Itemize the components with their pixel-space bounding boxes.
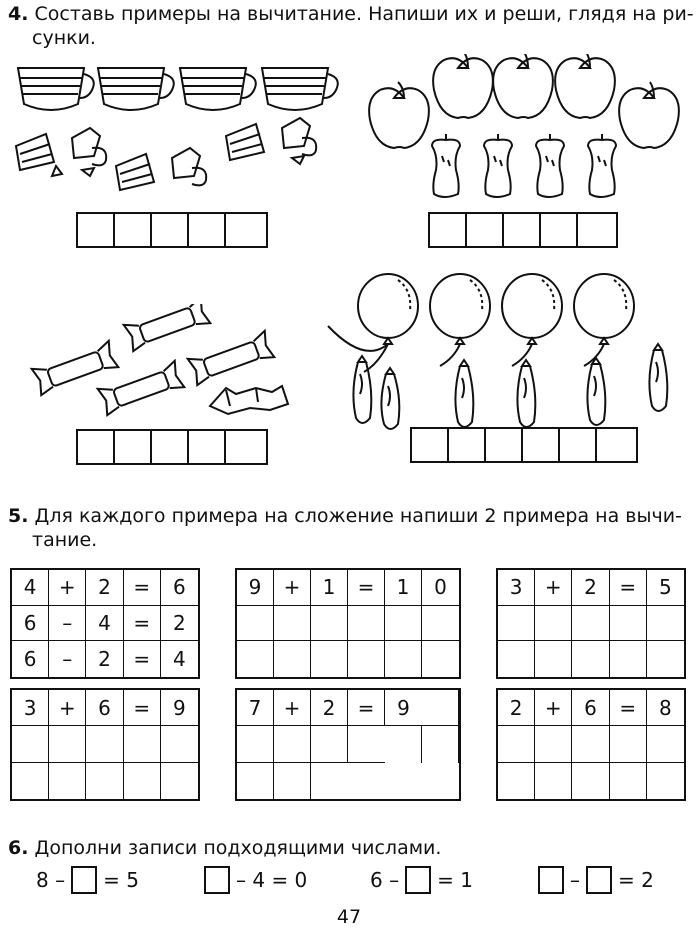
grid-cell[interactable] [385, 726, 422, 762]
grid-cell[interactable] [348, 606, 385, 642]
grid-cell[interactable] [274, 763, 311, 799]
task-4-text-line1: Составь примеры на вычитание. Напиши их и реши, глядя на ри- [34, 3, 694, 25]
grid-cell[interactable] [610, 606, 647, 642]
answer-cell[interactable] [115, 214, 152, 246]
cups-answer-row[interactable] [76, 212, 268, 248]
grid-cell[interactable] [274, 726, 311, 762]
grid-cell[interactable] [237, 641, 274, 677]
grid-cell[interactable] [647, 641, 684, 677]
grid-cell[interactable]: 6 [572, 690, 609, 726]
grid-cell[interactable]: 9 [385, 690, 422, 726]
grid-cell[interactable]: 6 [161, 570, 198, 606]
grid-cell[interactable] [610, 641, 647, 677]
answer-box[interactable] [538, 866, 564, 894]
grid-cell[interactable] [498, 641, 535, 677]
grid-cell[interactable]: 6 [86, 690, 123, 726]
answer-cell[interactable] [467, 214, 504, 246]
equation-grid-2[interactable] [235, 568, 461, 679]
candies-picture [26, 304, 326, 424]
equation-grid-5[interactable] [235, 688, 461, 801]
candy-icon [188, 331, 275, 385]
grid-cell[interactable]: = [610, 690, 647, 726]
equation-3 [370, 866, 473, 894]
grid-cell[interactable] [124, 763, 161, 799]
grid-cell[interactable] [498, 763, 535, 799]
grid-cell[interactable] [86, 726, 123, 762]
apple-core-icon [484, 134, 512, 197]
grid-cell[interactable]: + [49, 690, 86, 726]
grid-cell[interactable]: = [124, 690, 161, 726]
grid-cell[interactable] [274, 641, 311, 677]
cups-picture [12, 62, 342, 202]
grid-cell[interactable] [422, 690, 459, 726]
balloon-icon [430, 274, 490, 366]
apples-answer-row[interactable] [428, 212, 618, 248]
grid-cell[interactable]: 9 [161, 690, 198, 726]
task-5-title [8, 504, 694, 552]
balloons-answer-row[interactable] [410, 427, 638, 463]
grid-cell[interactable] [422, 726, 459, 762]
grid-cell[interactable] [535, 606, 572, 642]
grid-cell[interactable]: 2 [311, 690, 348, 726]
grid-cell[interactable] [572, 763, 609, 799]
cup-icon [180, 68, 256, 110]
grid-cell[interactable]: + [535, 690, 572, 726]
broken-cup-icon [116, 148, 206, 190]
grid-cell[interactable]: 5 [647, 570, 684, 606]
balloon-icon [574, 274, 634, 366]
equation-text: = 5 [103, 868, 139, 892]
grid-cell[interactable]: 1 [385, 570, 422, 606]
task-6-number: 6. [8, 837, 29, 859]
grid-cell[interactable]: 2 [498, 690, 535, 726]
equation-text: 8 – [36, 868, 66, 892]
answer-cell[interactable] [430, 214, 467, 246]
grid-cell[interactable]: = [124, 570, 161, 606]
grid-cell[interactable]: 4 [173, 647, 186, 672]
answer-cell[interactable] [189, 214, 226, 246]
answer-cell[interactable] [486, 429, 523, 461]
grid-cell[interactable] [49, 726, 86, 762]
answer-cell[interactable] [152, 431, 189, 463]
task-6-title [8, 836, 694, 860]
broken-cup-icon [16, 128, 106, 176]
deflated-balloon-icon [517, 360, 535, 427]
deflated-balloon-icon [381, 368, 399, 429]
grid-cell[interactable]: + [49, 570, 86, 606]
grid-cell[interactable] [237, 606, 274, 642]
answer-box[interactable] [586, 866, 612, 894]
candy-icon [124, 304, 211, 351]
broken-cup-icon [226, 118, 316, 164]
grid-cell[interactable]: 3 [12, 690, 49, 726]
deflated-balloon-icon [587, 358, 605, 425]
answer-cell[interactable] [412, 429, 449, 461]
deflated-balloon-icon [455, 360, 473, 427]
grid-cell[interactable]: = [124, 606, 161, 642]
grid-cell[interactable]: 2 [161, 606, 198, 642]
equation-grid-1[interactable] [10, 568, 200, 679]
grid-cell[interactable] [86, 763, 123, 799]
equation-text: 6 – [370, 868, 400, 892]
answer-box[interactable] [204, 866, 230, 894]
equation-grid-4[interactable] [10, 688, 200, 801]
grid-cell[interactable] [572, 726, 609, 762]
answer-cell[interactable] [560, 429, 597, 461]
answer-cell[interactable] [78, 431, 115, 463]
grid-cell[interactable] [535, 641, 572, 677]
grid-cell[interactable] [422, 641, 459, 677]
grid-cell[interactable] [237, 726, 274, 762]
grid-cell[interactable] [12, 763, 49, 799]
task-5-text-line1: Для каждого примера на сложение напиши 2 примера на вычи- [34, 505, 682, 527]
grid-cell[interactable]: 4 [12, 570, 49, 606]
grid-cell[interactable] [647, 726, 684, 762]
grid-cell[interactable] [49, 763, 86, 799]
grid-cell[interactable] [572, 641, 609, 677]
grid-cell[interactable] [647, 763, 684, 799]
grid-cell[interactable]: = [124, 641, 161, 677]
grid-cell[interactable] [348, 726, 385, 762]
grid-cell[interactable]: 6 [12, 641, 49, 677]
task-4-text-line2: сунки. [32, 27, 96, 49]
apple-icon [555, 54, 615, 118]
grid-cell[interactable] [422, 606, 459, 642]
grid-cell[interactable] [348, 641, 385, 677]
apple-icon [369, 82, 429, 148]
cup-icon [18, 68, 94, 110]
grid-cell[interactable]: 8 [647, 690, 684, 726]
grid-cell[interactable] [124, 726, 161, 762]
grid-cell[interactable]: 6 [12, 606, 49, 642]
grid-cell[interactable]: 2 [572, 570, 609, 606]
answer-cell[interactable] [226, 431, 263, 463]
balloon-icon [328, 274, 418, 372]
grid-cell[interactable]: 7 [237, 690, 274, 726]
grid-cell[interactable]: = [348, 570, 385, 606]
equation-grid-3[interactable] [496, 568, 686, 679]
answer-box[interactable] [71, 866, 97, 894]
equation-text: = 2 [618, 868, 654, 892]
grid-cell[interactable] [274, 606, 311, 642]
grid-cell[interactable]: 1 [311, 570, 348, 606]
apple-core-icon [432, 134, 460, 197]
apple-icon [433, 54, 493, 118]
answer-cell[interactable] [189, 431, 226, 463]
grid-cell[interactable]: = [348, 690, 385, 726]
grid-cell[interactable]: 0 [422, 570, 459, 606]
candy-icon [32, 341, 119, 395]
cup-icon [98, 68, 174, 110]
grid-cell[interactable]: – [49, 606, 86, 642]
grid-cell[interactable]: + [535, 570, 572, 606]
answer-cell[interactable] [152, 214, 189, 246]
answer-box[interactable] [405, 866, 431, 894]
equation-grid-6[interactable] [496, 688, 686, 801]
balloons-picture [326, 270, 686, 440]
equation-1 [36, 866, 139, 894]
task-5-number: 5. [8, 505, 29, 527]
task-5-text-line2: тание. [32, 529, 98, 551]
equation-text: – [570, 868, 580, 892]
candies-answer-row[interactable] [76, 429, 268, 465]
candy-icon [98, 361, 185, 415]
grid-cell[interactable] [572, 606, 609, 642]
grid-cell[interactable] [311, 641, 348, 677]
grid-cell[interactable]: + [274, 690, 311, 726]
grid-cell[interactable]: 4 [86, 606, 123, 642]
apple-core-icon [536, 134, 564, 197]
grid-cell[interactable] [237, 763, 274, 799]
grid-cell[interactable] [161, 763, 198, 799]
answer-cell[interactable] [115, 431, 152, 463]
cup-icon [262, 68, 338, 110]
page-number: 47 [336, 906, 362, 928]
grid-cell[interactable] [647, 606, 684, 642]
apple-icon [493, 54, 553, 118]
grid-cell[interactable] [311, 763, 348, 799]
answer-cell[interactable] [541, 214, 578, 246]
grid-cell[interactable] [385, 641, 422, 677]
grid-cell[interactable] [498, 606, 535, 642]
candy-wrapper-icon [210, 386, 288, 414]
task-6-text: Дополни записи подходящими числами. [34, 837, 442, 859]
answer-cell[interactable] [226, 214, 263, 246]
grid-cell[interactable] [311, 726, 348, 762]
grid-cell[interactable] [12, 726, 49, 762]
grid-cell[interactable]: = [610, 570, 647, 606]
grid-cell[interactable]: 9 [237, 570, 274, 606]
grid-cell[interactable] [610, 726, 647, 762]
answer-cell[interactable] [597, 429, 634, 461]
grid-cell[interactable]: 2 [86, 641, 123, 677]
grid-cell[interactable]: – [49, 641, 86, 677]
answer-cell[interactable] [578, 214, 615, 246]
grid-cell[interactable] [311, 606, 348, 642]
grid-cell[interactable] [535, 763, 572, 799]
apple-core-icon [588, 134, 616, 197]
grid-cell[interactable] [498, 726, 535, 762]
task-4-number: 4. [8, 3, 29, 25]
grid-cell[interactable]: 3 [498, 570, 535, 606]
grid-cell[interactable] [610, 763, 647, 799]
answer-cell[interactable] [523, 429, 560, 461]
deflated-balloon-icon [353, 356, 371, 423]
answer-cell[interactable] [78, 214, 115, 246]
grid-cell[interactable] [535, 726, 572, 762]
apple-icon [619, 82, 679, 148]
answer-cell[interactable] [504, 214, 541, 246]
deflated-balloon-icon [649, 344, 667, 411]
equation-text: – 4 = 0 [236, 868, 308, 892]
grid-cell[interactable] [385, 606, 422, 642]
grid-cell[interactable]: 2 [86, 570, 123, 606]
answer-cell[interactable] [449, 429, 486, 461]
equation-4 [538, 866, 654, 894]
equation-2 [204, 866, 307, 894]
grid-cell[interactable]: + [274, 570, 311, 606]
apples-picture [364, 54, 694, 200]
task-4-title [8, 2, 694, 50]
equation-text: = 1 [437, 868, 473, 892]
grid-cell[interactable] [161, 726, 198, 762]
balloon-icon [502, 274, 562, 366]
